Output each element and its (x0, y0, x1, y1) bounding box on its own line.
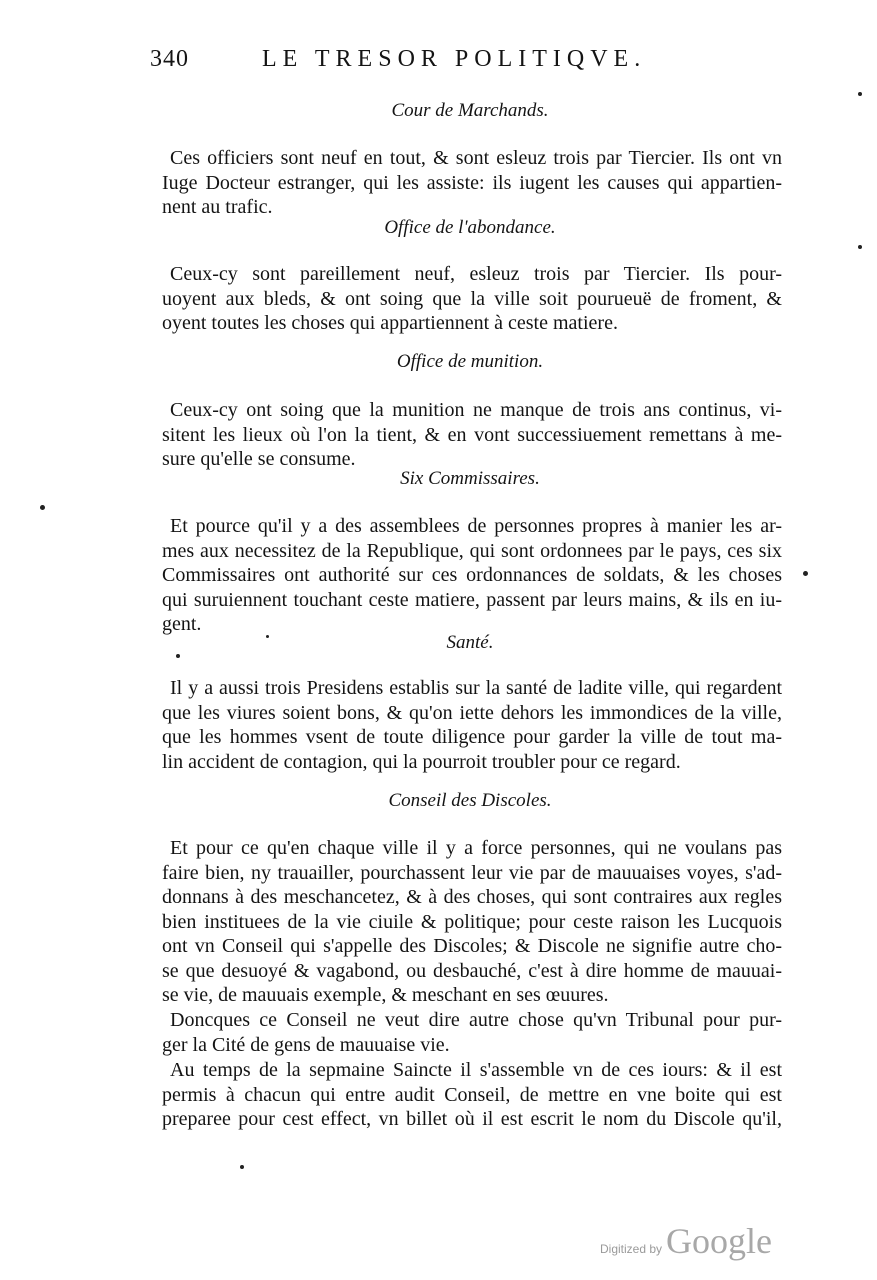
paragraph (162, 514, 782, 637)
text-line: bien instituees de la vie ciuile & politique; pour ceste raison les Lucquois (162, 910, 782, 933)
text-line: faire bien, ny trauailler, pourchassent leur vie par de mauuaises voyes, s'ad- (162, 861, 782, 884)
print-speck (176, 654, 180, 658)
section-heading: Santé. (446, 632, 494, 653)
section-heading: Conseil des Discoles. (388, 790, 552, 811)
print-speck (266, 635, 269, 638)
print-speck (858, 92, 862, 96)
paragraph (162, 1058, 782, 1132)
section-heading: Cour de Marchands. (391, 100, 549, 121)
paragraph (162, 146, 782, 220)
paragraph (162, 1008, 782, 1057)
text-line: Il y a aussi trois Presidens establis sur la santé de ladite ville, qui regardent (170, 677, 782, 699)
text-line: ger la Cité de gens de mauuaise vie. (162, 1033, 450, 1056)
text-line: ont vn Conseil qui s'appelle des Discoles; & Discole ne signifie autre cho- (162, 935, 782, 957)
text-line: se vie, de mauuais exemple, & meschant en ses œuures. (162, 984, 609, 1006)
text-line: Ceux-cy ont soing que la munition ne manque de trois ans continus, vi- (170, 399, 782, 421)
text-line: Doncques ce Conseil ne veut dire autre chose qu'vn Tribunal pour pur- (170, 1009, 782, 1031)
page-number: 340 (150, 46, 189, 72)
paragraph (162, 262, 782, 336)
text-line: Et pour ce qu'en chaque ville il y a force personnes, qui ne voulans pas (170, 837, 782, 859)
text-line: se que desuoyé & vagabond, ou desbauché, c'est à dire homme de mauuai- (162, 959, 782, 982)
section-heading: Six Commissaires. (400, 468, 540, 489)
text-line: Commissaires ont authorité sur ces ordonnances de soldats, & les choses (162, 564, 782, 586)
print-speck (40, 505, 45, 510)
text-line: qui suruiennent touchant ceste matiere, passent par leurs mains, & ils en iu- (162, 588, 782, 611)
text-line: Iuge Docteur estranger, qui les assiste: ils iugent les causes qui appartien- (162, 171, 782, 194)
text-line: gent. (162, 613, 202, 635)
text-line: Ces officiers sont neuf en tout, & sont esleuz trois par Tiercier. Ils ont vn (170, 147, 782, 169)
paragraph (162, 676, 782, 774)
text-line: nent au trafic. (162, 196, 273, 218)
google-logo: Google (666, 1221, 773, 1261)
section-heading: Office de l'abondance. (384, 217, 556, 238)
print-speck (240, 1165, 244, 1169)
print-speck (803, 571, 808, 576)
section-heading: Office de munition. (396, 351, 544, 372)
text-line: oyent toutes les choses qui appartiennent à ceste matiere. (162, 312, 618, 334)
text-line: Et pource qu'il y a des assemblees de personnes propres à manier les ar- (170, 515, 782, 537)
text-line: sure qu'elle se consume. (162, 448, 356, 470)
text-line: uoyent aux bleds, & ont soing que la ville soit pourueuë de froment, & (162, 287, 782, 310)
watermark-prefix: Digitized by (600, 1242, 663, 1256)
page-header (150, 46, 790, 82)
text-line: Au temps de la sepmaine Saincte il s'assemble vn de ces iours: & il est (170, 1059, 782, 1081)
text-line: lin accident de contagion, qui la pourroit troubler pour ce regard. (162, 750, 681, 773)
print-speck (858, 245, 862, 249)
text-line: preparee pour cest effect, vn billet où il est escrit le nom du Discole qu'il, (162, 1108, 782, 1130)
text-line: sitent les lieux où l'on la tient, & en vont successiuement remettans à me- (162, 423, 782, 446)
text-line: que les viures soient bons, & qu'on iette dehors les immondices de la ville, (162, 701, 782, 724)
text-line: mes aux necessitez de la Republique, qui sont ordonnees par le pays, ces six (162, 539, 782, 562)
running-title: LE TRESOR POLITIQVE. (262, 46, 647, 72)
text-line: que les hommes vsent de toute diligence pour garder la ville de tout ma- (162, 726, 782, 748)
paragraph (162, 398, 782, 472)
text-line: donnans à des meschancetez, & à des choses, qui sont contraires aux regles (162, 886, 782, 908)
digitized-by-google-watermark (600, 1220, 772, 1262)
text-line: Ceux-cy sont pareillement neuf, esleuz trois par Tiercier. Ils pour- (170, 263, 782, 285)
text-line: permis à chacun qui entre audit Conseil, de mettre en vne boite qui est (162, 1083, 782, 1106)
paragraph (162, 836, 782, 1008)
